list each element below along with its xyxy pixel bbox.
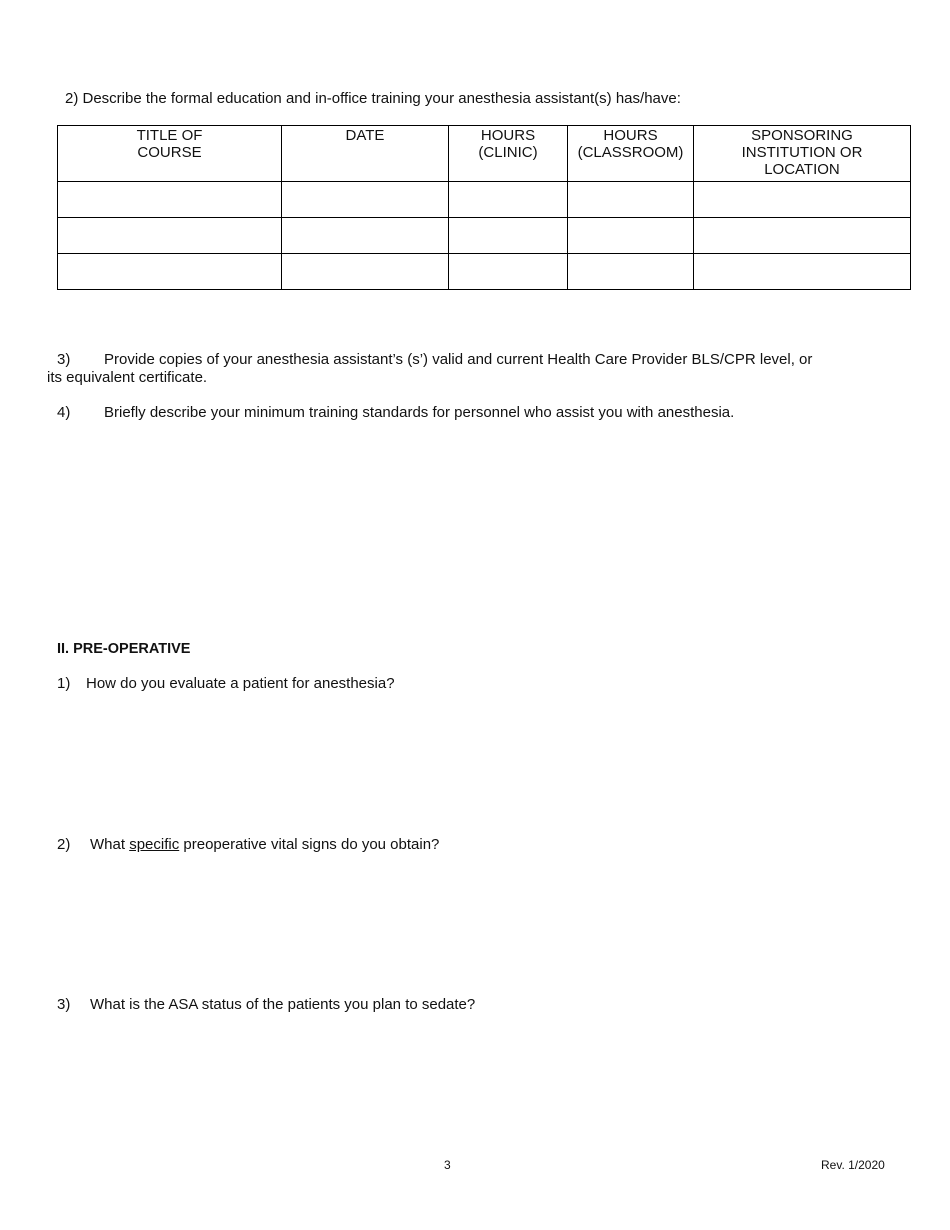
pre-op-question-3 [57,996,475,1013]
table-cell-sponsoring[interactable] [694,182,911,218]
pre-op-question-2-number: 2) [57,836,71,853]
column-header-hours-classroom: HOURS (CLASSROOM) [568,126,694,182]
pre-op-question-1-text: How do you evaluate a patient for anesthesia? [86,675,395,692]
table-cell-hours-clinic[interactable] [449,182,568,218]
question-4-number: 4) [57,404,71,421]
table-cell-title[interactable] [58,182,282,218]
question-3 [57,351,812,368]
table-row [58,254,911,290]
training-table-header [58,126,911,182]
pre-op-question-1 [57,675,395,692]
pre-op-question-2-emphasis: specific [129,836,180,853]
table-cell-title[interactable] [58,218,282,254]
column-header-title-of-course: TITLE OF COURSE [58,126,282,182]
pre-op-question-3-number: 3) [57,996,71,1013]
table-cell-date[interactable] [282,254,449,290]
question-4 [57,404,734,421]
pre-op-question-2-text-end: preoperative vital signs do you obtain? [183,836,440,853]
table-cell-title[interactable] [58,254,282,290]
table-cell-hours-clinic[interactable] [449,218,568,254]
question-3-text-line1: Provide copies of your anesthesia assistant’s (s’) valid and current Health Care Provider BLS/CPR level, or [104,351,813,368]
question-3-text-line2: its equivalent certificate. [47,369,208,386]
question-3-number: 3) [57,351,71,368]
pre-op-question-2 [57,836,439,853]
pre-op-question-2-text-start: What [90,836,126,853]
table-cell-hours-clinic[interactable] [449,254,568,290]
column-header-hours-clinic: HOURS (CLINIC) [449,126,568,182]
revision-label: Rev. 1/2020 [821,1158,885,1172]
question-2-heading: 2) Describe the formal education and in-office training your anesthesia assistant(s) has/have: [65,90,681,107]
column-header-date: DATE [282,126,449,182]
table-cell-date[interactable] [282,182,449,218]
pre-op-question-1-number: 1) [57,675,71,692]
table-row [58,218,911,254]
section-heading-pre-operative: II. PRE-OPERATIVE [57,641,191,657]
question-4-text: Briefly describe your minimum training standards for personnel who assist you with anesthesia. [104,404,735,421]
table-cell-sponsoring[interactable] [694,254,911,290]
table-cell-hours-classroom[interactable] [568,254,694,290]
training-table [57,125,911,290]
table-row [58,182,911,218]
table-cell-hours-classroom[interactable] [568,218,694,254]
page-number: 3 [444,1158,451,1172]
table-cell-date[interactable] [282,218,449,254]
pre-op-question-3-text: What is the ASA status of the patients you plan to sedate? [90,996,476,1013]
column-header-sponsoring-institution: SPONSORING INSTITUTION OR LOCATION [694,126,911,182]
table-cell-sponsoring[interactable] [694,218,911,254]
table-cell-hours-classroom[interactable] [568,182,694,218]
